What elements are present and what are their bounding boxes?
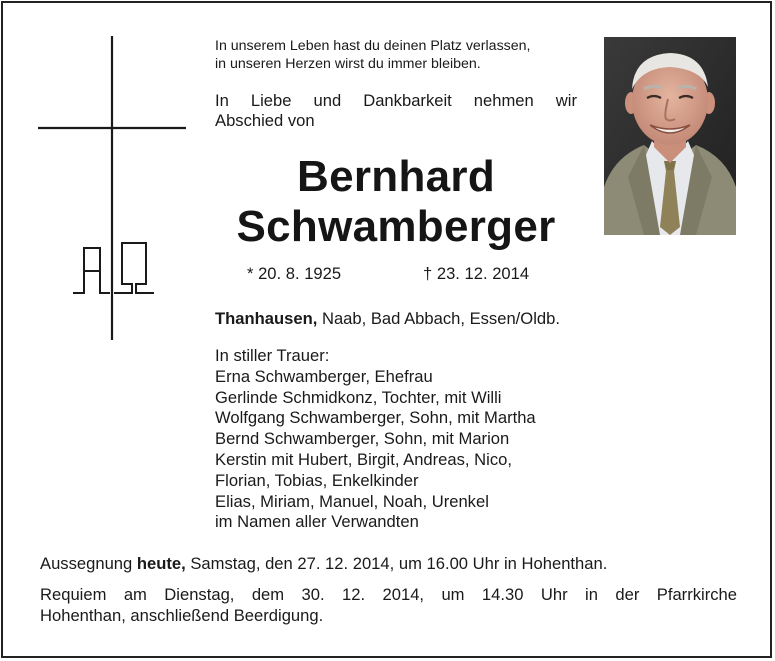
blessing-details: Samstag, den 27. 12. 2014, um 16.00 Uhr in Hohenthan. xyxy=(185,554,608,573)
blessing-day: heute, xyxy=(136,554,186,573)
intro-line: In Liebe und Dankbarkeit nehmen wir xyxy=(215,91,577,110)
mourner-line: im Namen aller Verwandten xyxy=(215,512,419,532)
memorial-poem xyxy=(215,37,585,73)
mourners-heading: In stiller Trauer: xyxy=(215,346,330,365)
deceased-name xyxy=(215,152,577,252)
cross-symbol xyxy=(36,36,188,340)
requiem-info xyxy=(40,584,737,626)
requiem-line: Hohenthan, anschließend Beerdigung. xyxy=(40,606,324,625)
alpha-icon xyxy=(73,248,110,293)
requiem-line: Requiem am Dienstag, dem 30. 12. 2014, um 14.30 Uhr in der Pfarrkirche xyxy=(40,585,737,604)
mourner-line: Bernd Schwamberger, Sohn, mit Marion xyxy=(215,429,510,449)
blessing-info xyxy=(40,554,737,574)
blessing-prefix: Aussegnung xyxy=(40,554,137,573)
farewell-intro xyxy=(215,91,577,131)
portrait-photo xyxy=(604,37,736,235)
birth-date: * 20. 8. 1925 xyxy=(247,264,342,283)
mourner-line: Elias, Miriam, Manuel, Noah, Urenkel xyxy=(215,491,489,511)
mourner-line: Gerlinde Schmidkonz, Tochter, mit Willi xyxy=(215,387,502,407)
last-name: Schwamberger xyxy=(236,202,556,251)
places-line xyxy=(215,309,560,329)
mourner-line: Erna Schwamberger, Ehefrau xyxy=(215,366,433,386)
mourners-list xyxy=(215,346,536,533)
mourner-line: Kerstin mit Hubert, Birgit, Andreas, Nico, xyxy=(215,449,512,469)
death-date: † 23. 12. 2014 xyxy=(423,264,530,283)
first-name: Bernhard xyxy=(297,152,495,201)
portrait-image xyxy=(604,37,736,235)
omega-icon xyxy=(114,243,154,293)
other-places: Naab, Bad Abbach, Essen/Oldb. xyxy=(317,309,560,328)
mourner-line: Florian, Tobias, Enkelkinder xyxy=(215,470,419,490)
mourner-line: Wolfgang Schwamberger, Sohn, mit Martha xyxy=(215,408,536,428)
poem-line: in unseren Herzen wirst du immer bleiben. xyxy=(215,56,481,72)
hometown: Thanhausen, xyxy=(215,309,318,328)
poem-line: In unserem Leben hast du deinen Platz verlassen, xyxy=(215,38,531,54)
intro-line: Abschied von xyxy=(215,111,315,130)
